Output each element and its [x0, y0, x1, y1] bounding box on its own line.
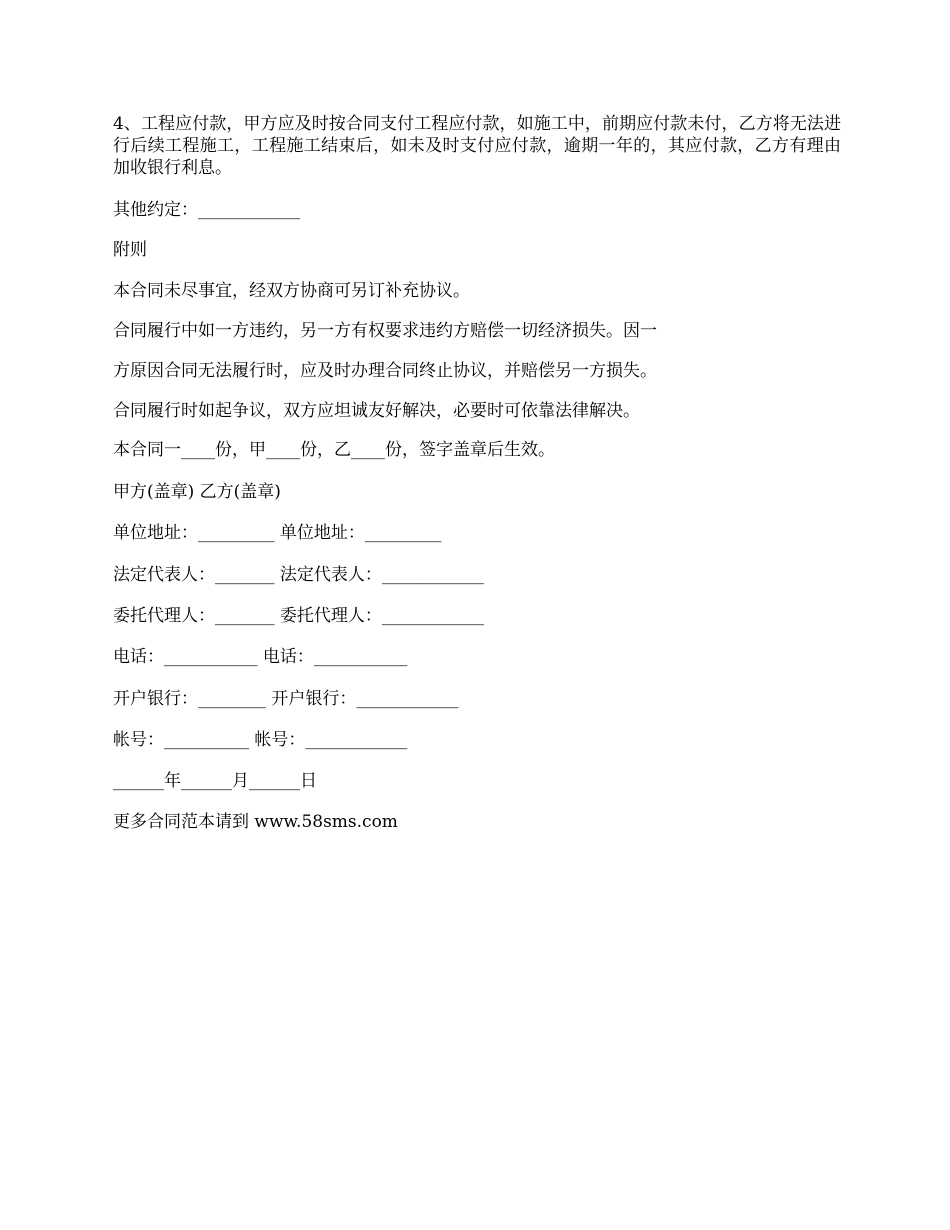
supplement-clause: 本合同未尽事宜，经双方协商可另订补充协议。 [113, 281, 470, 301]
dispute-clause: 合同履行时如起争议，双方应坦诚友好解决，必要时可依靠法律解决。 [113, 401, 640, 421]
contract-page [113, 113, 841, 832]
legal-representative-line: 法定代表人：_______ 法定代表人：____________ [113, 565, 484, 585]
agent-line: 委托代理人：_______ 委托代理人：____________ [113, 606, 484, 626]
phone-line: 电话：___________ 电话：___________ [113, 647, 408, 667]
bank-line: 开户银行：________ 开户银行：____________ [113, 689, 459, 709]
footer-link[interactable]: 更多合同范本请到 www.58sms.com [113, 812, 398, 832]
other-terms-line: 其他约定：____________ [113, 200, 300, 220]
termination-clause: 方原因合同无法履行时，应及时办理合同终止协议，并赔偿另一方损失。 [113, 361, 657, 381]
copies-line: 本合同一____份，甲____份，乙____份，签字盖章后生效。 [113, 440, 555, 460]
payment-clause-paragraph: 4、工程应付款，甲方应及时按合同支付工程应付款，如施工中，前期应付款未付，乙方将无法进行后续工程施工，工程施工结束后，如未及时支付应付款，逾期一年的，其应付款，乙方有理由加收银行利息。 [113, 114, 841, 178]
appendix-heading: 附则 [113, 240, 147, 260]
breach-clause: 合同履行中如一方违约，另一方有权要求违约方赔偿一切经济损失。因一 [113, 321, 657, 341]
account-line: 帐号：__________ 帐号：____________ [113, 730, 408, 750]
parties-seal-line: 甲方(盖章) 乙方(盖章) [113, 482, 281, 502]
address-line: 单位地址：_________ 单位地址：_________ [113, 523, 442, 543]
date-line: ______年______月______日 [113, 771, 317, 791]
